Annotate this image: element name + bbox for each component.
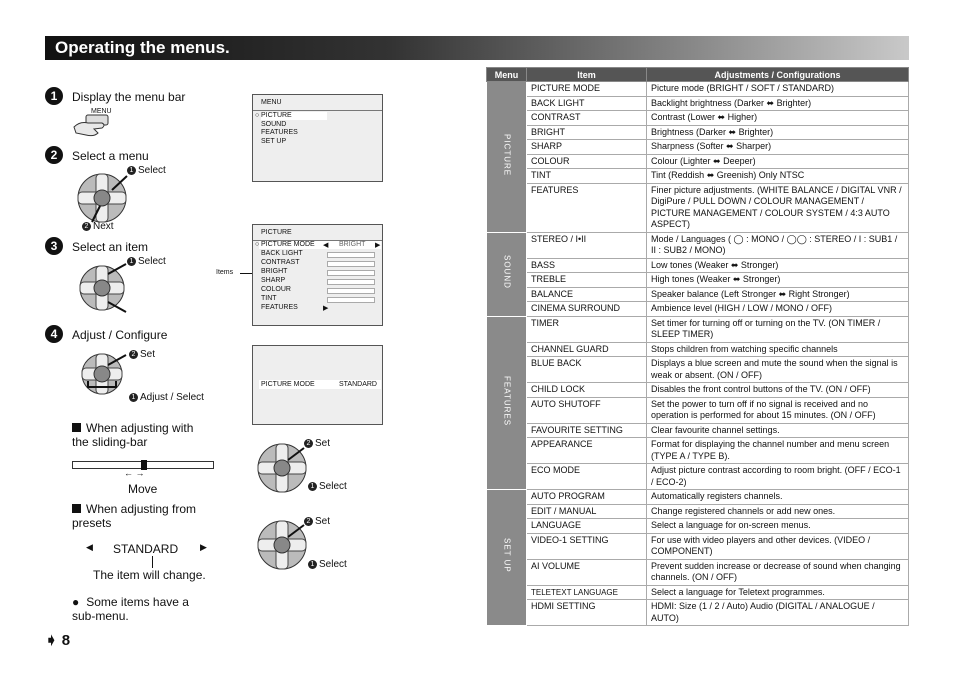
table-row [487, 302, 909, 317]
items-side-label: Items [216, 269, 234, 276]
adjustment-cell: Picture mode (BRIGHT / SOFT / STANDARD) [647, 82, 909, 97]
left-arrow-icon: ◀ [323, 242, 329, 249]
picture-item: CONTRAST [261, 259, 300, 266]
adjustment-cell: Stops children from watching specific channels [647, 342, 909, 357]
table-row [487, 287, 909, 302]
table-row [487, 464, 909, 490]
item-change-label: The item will change. [93, 568, 206, 582]
step-2-number: 2 [45, 146, 63, 164]
menu-group-features: FEATURES [487, 316, 527, 490]
level-bar [327, 288, 375, 294]
menu-screen [252, 94, 383, 182]
table-row [487, 383, 909, 398]
item-cell: APPEARANCE [527, 438, 647, 464]
menu-item: SET UP [261, 138, 287, 145]
move-arrows-icon: ← → [124, 468, 145, 478]
picture-item: BACK LIGHT [261, 250, 303, 257]
table-row [487, 490, 909, 505]
item-cell: PICTURE MODE [527, 82, 647, 97]
table-row [487, 397, 909, 423]
item-cell: CHANNEL GUARD [527, 342, 647, 357]
table-row [487, 342, 909, 357]
table-row [487, 96, 909, 111]
submenu-note: ● Some items have a sub-menu. [72, 595, 189, 623]
adjustment-cell: Set timer for turning off or turning on the TV. (ON TIMER / SLEEP TIMER) [647, 316, 909, 342]
item-cell: BALANCE [527, 287, 647, 302]
item-cell: CINEMA SURROUND [527, 302, 647, 317]
submenu-arrow-icon: ▶ [323, 305, 329, 312]
hand-pressing-menu-icon [72, 113, 112, 139]
column-header-adjustments: Adjustments / Configurations [647, 68, 909, 82]
adjustment-cell: Colour (Lighter ⬌ Deeper) [647, 154, 909, 169]
adjustment-cell: Brightness (Darker ⬌ Brighter) [647, 125, 909, 140]
dpad-step2-icon [72, 170, 142, 226]
table-row [487, 258, 909, 273]
adjustment-cell: Select a language for on-screen menus. [647, 519, 909, 534]
step-3-label: Select an item [72, 240, 149, 254]
picture-item: FEATURES [261, 304, 298, 311]
dpad-preset-icon [252, 517, 312, 573]
menu-cursor-icon: ○ [255, 112, 260, 119]
menu-screen-title: MENU [261, 99, 282, 106]
section-title: Operating the menus. [55, 38, 230, 57]
menu-item: FEATURES [261, 129, 298, 136]
adjustment-cell: High tones (Weaker ⬌ Stronger) [647, 273, 909, 288]
standard-preset-label: STANDARD [113, 542, 179, 556]
adjustment-cell: Disables the front control buttons of the TV. (ON / OFF) [647, 383, 909, 398]
level-bar [327, 279, 375, 285]
picture-item: COLOUR [261, 286, 291, 293]
table-row [487, 140, 909, 155]
level-bar [327, 252, 375, 258]
menu-button-label: MENU [91, 108, 112, 115]
item-cell: FEATURES [527, 183, 647, 232]
picture-mode-value: BRIGHT [339, 241, 366, 248]
item-cell: LANGUAGE [527, 519, 647, 534]
step-1-label: Display the menu bar [72, 90, 186, 104]
item-cell: SHARP [527, 140, 647, 155]
step-3-number: 3 [45, 237, 63, 255]
level-bar [327, 261, 375, 267]
item-cell: FAVOURITE SETTING [527, 423, 647, 438]
menu-config-table [486, 67, 909, 626]
item-cell: AUTO SHUTOFF [527, 397, 647, 423]
sliding-bar-note: When adjusting with the sliding-bar [72, 421, 194, 449]
right-arrow-icon: ▶ [200, 542, 207, 552]
table-row [487, 169, 909, 184]
adjustment-cell: Change registered channels or add new ones. [647, 504, 909, 519]
table-row [487, 154, 909, 169]
preset-select-callout: 1 Select [308, 559, 347, 570]
item-cell: HDMI SETTING [527, 600, 647, 626]
table-row [487, 183, 909, 232]
step3-select-callout: 1 Select [127, 256, 166, 267]
adjustment-cell: Tint (Reddish ⬌ Greenish) Only NTSC [647, 169, 909, 184]
menu-group-sound: SOUND [487, 232, 527, 316]
preset-set-callout: 2 Set [304, 516, 330, 527]
item-cell: TELETEXT LANGUAGE [527, 585, 647, 600]
slider-select-callout: 1 Select [308, 481, 347, 492]
adjustment-cell: Set the power to turn off if no signal is received and no operation is performed for about 15 minutes. (ON / OFF) [647, 397, 909, 423]
item-cell: AUTO PROGRAM [527, 490, 647, 505]
menu-item: PICTURE [261, 112, 292, 119]
section-header-bar [45, 36, 909, 60]
step2-next-callout: 2 Next [82, 221, 114, 232]
menu-group-setup: SET UP [487, 490, 527, 626]
picture-screen-title: PICTURE [261, 229, 292, 236]
menu-group-picture: PICTURE [487, 82, 527, 233]
slider-set-callout: 2 Set [304, 438, 330, 449]
column-header-menu: Menu [487, 68, 527, 82]
step-4-label: Adjust / Configure [72, 328, 168, 342]
adjustment-cell: Clear favourite channel settings. [647, 423, 909, 438]
table-row [487, 232, 909, 258]
level-bar [327, 270, 375, 276]
item-cell: BACK LIGHT [527, 96, 647, 111]
table-row [487, 273, 909, 288]
table-row [487, 559, 909, 585]
item-cell: STEREO / I•II [527, 232, 647, 258]
table-row [487, 504, 909, 519]
adjustment-cell: Ambience level (HIGH / LOW / MONO / OFF) [647, 302, 909, 317]
step-2-label: Select a menu [72, 149, 149, 163]
menu-item: SOUND [261, 121, 287, 128]
table-row [487, 82, 909, 97]
table-row [487, 600, 909, 626]
item-cell: AI VOLUME [527, 559, 647, 585]
item-cell: CONTRAST [527, 111, 647, 126]
item-cell: BLUE BACK [527, 357, 647, 383]
item-cell: EDIT / MANUAL [527, 504, 647, 519]
table-row [487, 438, 909, 464]
adjustment-cell: Sharpness (Softer ⬌ Sharper) [647, 140, 909, 155]
picture-item: SHARP [261, 277, 286, 284]
adjust-value: STANDARD [339, 381, 377, 388]
adjustment-cell: Speaker balance (Left Stronger ⬌ Right Stronger) [647, 287, 909, 302]
item-cell: TIMER [527, 316, 647, 342]
adjustment-cell: Automatically registers channels. [647, 490, 909, 505]
item-cell: CHILD LOCK [527, 383, 647, 398]
move-label: Move [128, 482, 158, 496]
table-row [487, 585, 909, 600]
step4-adjust-callout: 1 Adjust / Select [129, 392, 204, 403]
table-header-row [487, 68, 909, 82]
table-row [487, 533, 909, 559]
dpad-slider-icon [252, 440, 312, 496]
picture-item: PICTURE MODE [261, 241, 315, 248]
item-cell: COLOUR [527, 154, 647, 169]
page-number: ➧ 8 [45, 632, 71, 649]
step2-select-callout: 1 Select [127, 165, 166, 176]
adjust-screen [252, 345, 383, 425]
right-arrow-icon: ▶ [375, 242, 381, 249]
table-row [487, 316, 909, 342]
dpad-step3-icon [72, 262, 142, 314]
table-row [487, 519, 909, 534]
item-cell: TINT [527, 169, 647, 184]
step-1-number: 1 [45, 87, 63, 105]
item-cell: VIDEO-1 SETTING [527, 533, 647, 559]
item-cell: ECO MODE [527, 464, 647, 490]
adjustment-cell: Displays a blue screen and mute the sound when the signal is weak or absent. (ON / OFF) [647, 357, 909, 383]
adjustment-cell: Select a language for Teletext programmes. [647, 585, 909, 600]
adjustment-cell: Mode / Languages ( ◯ : MONO / ◯◯ : STEREO / I : SUB1 / II : SUB2 / MONO) [647, 232, 909, 258]
column-header-item: Item [527, 68, 647, 82]
left-arrow-icon: ◀ [86, 542, 93, 552]
adjustment-cell: For use with video players and other devices. (VIDEO / COMPONENT) [647, 533, 909, 559]
bullet-square-icon [72, 504, 81, 513]
table-row [487, 357, 909, 383]
level-bar [327, 297, 375, 303]
adjustment-cell: Backlight brightness (Darker ⬌ Brighter) [647, 96, 909, 111]
picture-item: BRIGHT [261, 268, 288, 275]
table-row [487, 423, 909, 438]
picture-screen [252, 224, 383, 326]
adjustment-cell: Finer picture adjustments. (WHITE BALANCE / DIGITAL VNR / DigiPure / PULL DOWN / COLOUR MANAGEMENT / PICTURE MANAGEMENT / COLOUR SYSTEM / 4:3 AUTO ASPECT) [647, 183, 909, 232]
bullet-square-icon [72, 423, 81, 432]
picture-item: TINT [261, 295, 277, 302]
adjust-label: PICTURE MODE [261, 381, 315, 388]
pointer-line [152, 556, 153, 568]
adjustment-cell: Adjust picture contrast according to room bright. (OFF / ECO-1 / ECO-2) [647, 464, 909, 490]
adjustment-cell: Low tones (Weaker ⬌ Stronger) [647, 258, 909, 273]
adjustment-cell: HDMI: Size (1 / 2 / Auto) Audio (DIGITAL / ANALOGUE / AUTO) [647, 600, 909, 626]
adjustment-cell: Format for displaying the channel number and menu screen (TYPE A / TYPE B). [647, 438, 909, 464]
table-row [487, 125, 909, 140]
adjustment-cell: Prevent sudden increase or decrease of sound when changing channels. (ON / OFF) [647, 559, 909, 585]
picture-cursor-icon: ○ [255, 241, 260, 248]
step-4-number: 4 [45, 325, 63, 343]
item-cell: BASS [527, 258, 647, 273]
adjustment-cell: Contrast (Lower ⬌ Higher) [647, 111, 909, 126]
presets-note: When adjusting from presets [72, 502, 197, 530]
table-row [487, 111, 909, 126]
item-cell: TREBLE [527, 273, 647, 288]
item-cell: BRIGHT [527, 125, 647, 140]
step4-set-callout: 2 Set [129, 349, 155, 360]
